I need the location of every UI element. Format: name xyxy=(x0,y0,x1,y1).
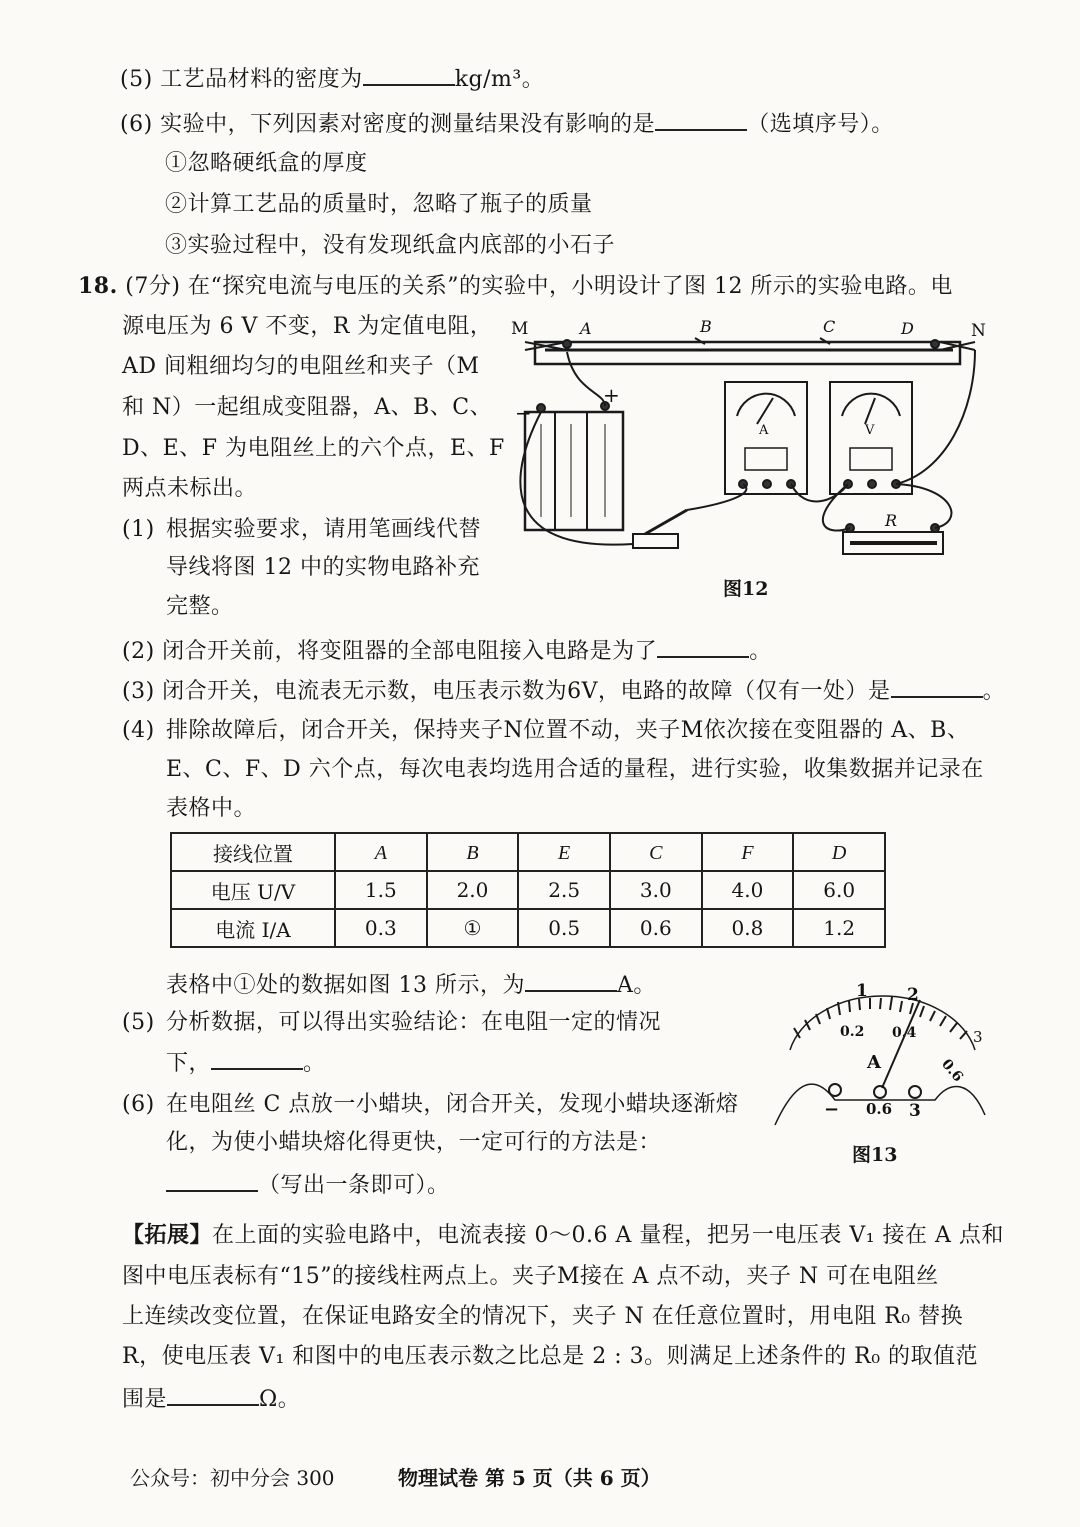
label-n: N xyxy=(971,321,986,341)
footer-account: 公众号：初中分会 300 xyxy=(130,1466,335,1490)
table-cell: 2.0 xyxy=(427,871,519,909)
table-cell: D xyxy=(793,833,885,871)
table-cell: 0.5 xyxy=(518,909,610,947)
figure12-circuit xyxy=(505,312,995,602)
table-cell: 电压 U/V xyxy=(171,871,335,909)
terminal-3: 3 xyxy=(909,1101,921,1121)
ammeter-symbol: A xyxy=(759,423,769,438)
extension-line: R，使电压表 V₁ 和图中的电压表示数之比总是 2 : 3。则满足上述条件的 R₀ 的取值范 xyxy=(122,1344,979,1369)
table-cell: 3.0 xyxy=(610,871,702,909)
q18-part6-line: 在电阻丝 C 点放一小蜡块，闭合开关，发现小蜡块逐渐熔 xyxy=(166,1092,739,1117)
q18-intro-line: AD 间粗细均匀的电阻丝和夹子（M xyxy=(122,354,480,379)
terminal-0.6: 0.6 xyxy=(866,1100,893,1118)
q18-part4-line: 排除故障后，闭合开关，保持夹子N位置不动，夹子M依次接在变阻器的 A、B、 xyxy=(166,718,970,743)
terminal-minus: − xyxy=(824,1099,840,1120)
answer-blank[interactable] xyxy=(166,1168,258,1192)
table-cell: ① xyxy=(427,909,519,947)
table-cell: F xyxy=(702,833,794,871)
table-header-row xyxy=(171,833,885,871)
q18-part6-line: 化，为使小蜡块熔化得更快，一定可行的方法是： xyxy=(166,1130,662,1155)
q18-part1-line: 导线将图 12 中的实物电路补充 xyxy=(166,555,480,580)
scale-top-1: 1 xyxy=(856,981,868,1001)
figure13-caption: 图13 xyxy=(852,1144,898,1166)
fixed-resistor xyxy=(843,511,943,554)
label-a: A xyxy=(580,319,592,338)
table-row xyxy=(171,871,885,909)
meter-symbol: A xyxy=(867,1052,881,1073)
wire xyxy=(567,352,605,406)
q18-intro-line: 源电压为 6 V 不变，R 为定值电阻， xyxy=(122,314,493,339)
table-cell: 电流 I/A xyxy=(171,909,335,947)
table-cell: 接线位置 xyxy=(171,833,335,871)
q18-part6-label: (6) xyxy=(122,1092,155,1117)
answer-blank[interactable] xyxy=(363,62,455,86)
voltmeter-symbol: V xyxy=(865,423,875,438)
q18-part4-line: 表格中。 xyxy=(166,796,257,821)
q17-part6: (6) 实验中，下列因素对密度的测量结果没有影响的是 （选填序号）。 xyxy=(120,107,894,140)
table-cell: 1.5 xyxy=(335,871,427,909)
switch xyxy=(633,510,687,548)
label-r: R xyxy=(885,511,898,530)
q18-part4-line: E、C、F、D 六个点，每次电表均选用合适的量程，进行实验，收集数据并记录在 xyxy=(166,757,984,782)
answer-blank[interactable] xyxy=(655,107,747,131)
ammeter xyxy=(725,382,807,494)
q18-part1-line: 完整。 xyxy=(166,594,234,619)
scale-bottom-0.6: 0.6 xyxy=(938,1056,966,1086)
scale-top-2: 2 xyxy=(907,985,919,1005)
data-table xyxy=(170,832,886,948)
scale-bottom-0.2: 0.2 xyxy=(840,1024,865,1040)
dial-arc xyxy=(790,996,975,1050)
q18-part4-after: 表格中①处的数据如图 13 所示，为 A。 xyxy=(166,968,656,1001)
extension-last-line: 围是 Ω。 xyxy=(122,1382,300,1415)
figure13-ammeter-dial xyxy=(760,980,1000,1130)
answer-blank[interactable] xyxy=(891,674,983,698)
q18-part4-label: (4) xyxy=(122,718,155,743)
q18-part2: (2) 闭合开关前，将变阻器的全部电阻接入电路是为了 。 xyxy=(122,634,772,667)
table-cell: 4.0 xyxy=(702,871,794,909)
table-cell: C xyxy=(610,833,702,871)
q17-part5: (5) 工艺品材料的密度为 kg/m³。 xyxy=(120,62,544,95)
wire xyxy=(823,484,850,531)
terminal-d xyxy=(931,340,939,348)
footer-page: 物理试卷 第 5 页（共 6 页） xyxy=(398,1466,661,1490)
dial-ticks xyxy=(794,997,967,1039)
table-cell: 1.2 xyxy=(793,909,885,947)
extension-line: 【拓展】在上面的实验电路中，电流表接 0～0.6 A 量程，把另一电压表 V₁ 接在 A 点和 xyxy=(122,1222,1004,1248)
table-cell: A xyxy=(335,833,427,871)
answer-blank[interactable] xyxy=(167,1382,259,1406)
label-b: B xyxy=(700,317,712,336)
q18-intro: 18. (7分) 在“探究电流与电压的关系”的实验中，小明设计了图 12 所示的实验电路。电 xyxy=(78,273,953,299)
q18-intro-line: D、E、F 为电阻丝上的六个点，E、F xyxy=(122,436,505,461)
q18-intro-line: 两点未标出。 xyxy=(122,476,258,501)
q18-part5-line2: 下， 。 xyxy=(166,1046,326,1079)
figure12-caption: 图12 xyxy=(723,578,769,600)
wire xyxy=(520,412,633,545)
label-c: C xyxy=(823,317,836,336)
table-cell: 0.3 xyxy=(335,909,427,947)
dial-pointer xyxy=(882,1000,920,1088)
voltmeter xyxy=(830,382,912,494)
answer-blank[interactable] xyxy=(211,1046,303,1070)
q17-option-3: ③实验过程中，没有发现纸盒内底部的小石子 xyxy=(165,233,616,258)
table-cell: 0.6 xyxy=(610,909,702,947)
battery-minus: − xyxy=(515,401,532,425)
resistance-wire-board xyxy=(535,342,960,364)
q18-part1-line: 根据实验要求，请用笔画线代替 xyxy=(166,517,482,542)
q18-intro-line: 和 N）一起组成变阻器，A、B、C、 xyxy=(122,395,493,420)
answer-blank[interactable] xyxy=(657,634,749,658)
scale-top-3: 3 xyxy=(973,1028,983,1046)
q18-part3: (3) 闭合开关，电流表无示数，电压表示数为6V，电路的故障（仅有一处）是 。 xyxy=(122,674,1005,707)
answer-blank[interactable] xyxy=(525,968,617,992)
q17-option-1: ①忽略硬纸盒的厚度 xyxy=(165,151,368,176)
q18-part5-label: (5) xyxy=(122,1010,155,1035)
q18-part1-label: (1) xyxy=(122,517,155,542)
battery xyxy=(515,383,623,530)
terminal-a xyxy=(563,340,571,348)
q17-option-2: ②计算工艺品的质量时，忽略了瓶子的质量 xyxy=(165,192,593,217)
label-d: D xyxy=(901,319,914,338)
table-cell: B xyxy=(427,833,519,871)
battery-plus: + xyxy=(603,383,620,407)
extension-line: 上连续改变位置，在保证电路安全的情况下，夹子 N 在任意位置时，用电阻 R₀ 替换 xyxy=(122,1304,964,1329)
q18-part6-line3: （写出一条即可）。 xyxy=(166,1168,450,1201)
table-cell: 2.5 xyxy=(518,871,610,909)
wire xyxy=(896,350,975,484)
table-row xyxy=(171,909,885,947)
scale-bottom-0.4: 0.4 xyxy=(892,1025,917,1041)
wire xyxy=(687,484,746,510)
q18-part5-line: 分析数据，可以得出实验结论：在电阻一定的情况 xyxy=(166,1010,662,1035)
table-cell: 6.0 xyxy=(793,871,885,909)
extension-line: 图中电压表标有“15”的接线柱两点上。夹子M接在 A 点不动，夹子 N 可在电阻丝 xyxy=(122,1264,939,1289)
table-cell: E xyxy=(518,833,610,871)
label-m: M xyxy=(511,319,529,339)
wire xyxy=(896,484,951,528)
table-cell: 0.8 xyxy=(702,909,794,947)
